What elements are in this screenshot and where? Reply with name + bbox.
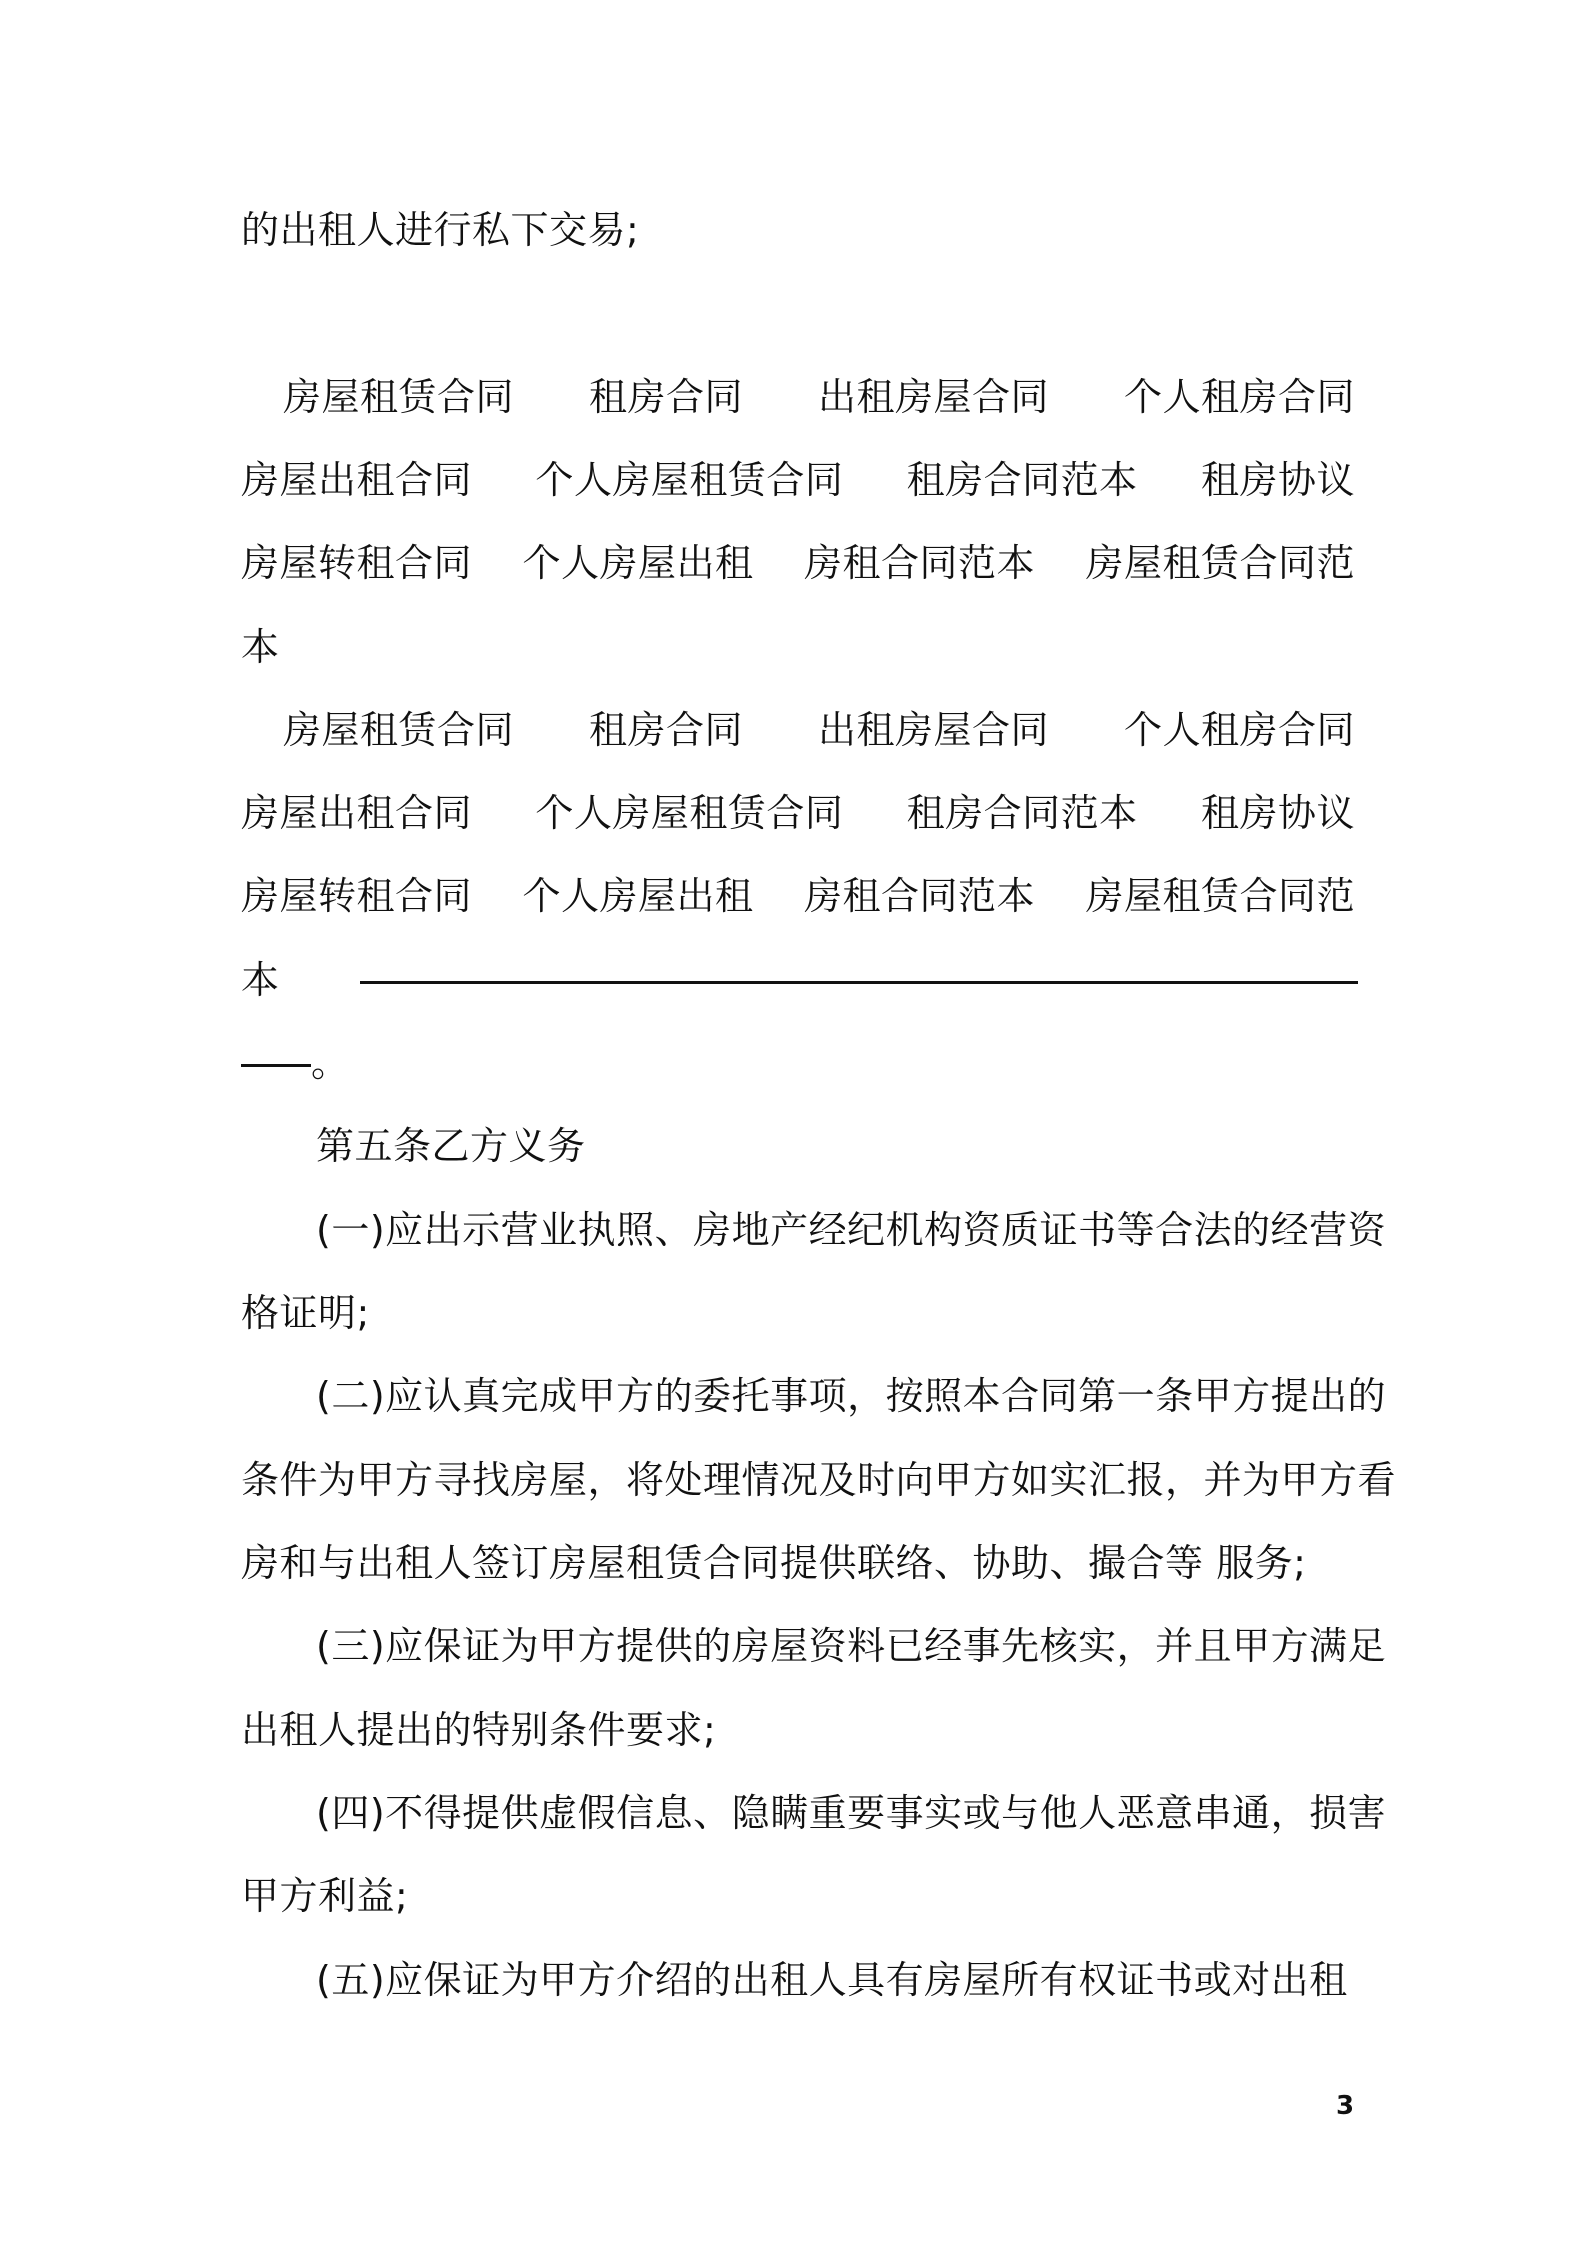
keyword: 房屋租赁合同范 <box>1085 541 1355 585</box>
text-fragment: 本 <box>241 958 280 1002</box>
keyword: 个人房屋出租 <box>522 874 754 918</box>
clause-line: (二)应认真完成甲方的委托事项，按照本合同第一条甲方提出的 <box>316 1374 1387 1418</box>
keyword: 个人房屋出租 <box>522 541 754 585</box>
keyword: 房租合同范本 <box>803 874 1035 918</box>
fill-in-line-end <box>241 1038 1355 1088</box>
clause-line: 甲方利益; <box>241 1874 409 1918</box>
clause-line: (五)应保证为甲方介绍的出租人具有房屋所有权证书或对出租 <box>316 1958 1348 2002</box>
keyword-row <box>241 538 1355 588</box>
keyword: 出租房屋合同 <box>817 375 1049 419</box>
text-line: 的出租人进行私下交易; <box>241 208 640 252</box>
keyword: 租房合同 <box>588 375 743 419</box>
keyword: 个人房屋租赁合同 <box>535 791 844 835</box>
keyword: 租房合同范本 <box>906 791 1138 835</box>
keyword: 租房协议 <box>1200 791 1355 835</box>
keyword: 房屋出租合同 <box>241 791 473 835</box>
blank-underline <box>241 1064 311 1067</box>
keyword-row <box>241 455 1355 505</box>
keyword-row <box>283 372 1355 422</box>
clause-line: 格证明; <box>241 1291 370 1335</box>
end-mark: 。 <box>311 1041 350 1085</box>
keyword: 房租合同范本 <box>803 541 1035 585</box>
keyword: 租房合同 <box>588 708 743 752</box>
clause-line: 出租人提出的特别条件要求; <box>241 1708 717 1752</box>
keyword: 个人租房合同 <box>1123 375 1355 419</box>
clause-line: 条件为甲方寻找房屋，将处理情况及时向甲方如实汇报，并为甲方看 <box>241 1458 1397 1502</box>
keyword: 房屋租赁合同 <box>283 375 515 419</box>
clause-line: 房和与出租人签订房屋租赁合同提供联络、协助、撮合等 服务; <box>241 1541 1307 1585</box>
keyword: 个人租房合同 <box>1123 708 1355 752</box>
clause-line: (四)不得提供虚假信息、隐瞒重要事实或与他人恶意串通，损害 <box>316 1791 1387 1835</box>
fill-in-line <box>241 955 1355 1005</box>
clause-line: (三)应保证为甲方提供的房屋资料已经事先核实，并且甲方满足 <box>316 1624 1387 1668</box>
keyword: 出租房屋合同 <box>817 708 1049 752</box>
keyword-row <box>241 871 1355 921</box>
keyword: 租房合同范本 <box>906 458 1138 502</box>
clause-line: (一)应出示营业执照、房地产经纪机构资质证书等合法的经营资 <box>316 1208 1387 1252</box>
keyword-row <box>283 705 1355 755</box>
keyword: 租房协议 <box>1200 458 1355 502</box>
keyword: 房屋转租合同 <box>241 874 473 918</box>
keyword: 房屋出租合同 <box>241 458 473 502</box>
text-line: 本 <box>241 625 280 669</box>
keyword: 房屋租赁合同范 <box>1085 874 1355 918</box>
blank-underline <box>360 981 1358 984</box>
keyword-row <box>241 788 1355 838</box>
keyword: 房屋转租合同 <box>241 541 473 585</box>
keyword: 房屋租赁合同 <box>283 708 515 752</box>
article-title: 第五条乙方义务 <box>316 1124 586 1168</box>
keyword: 个人房屋租赁合同 <box>535 458 844 502</box>
page-number: 3 <box>1336 2091 1355 2121</box>
